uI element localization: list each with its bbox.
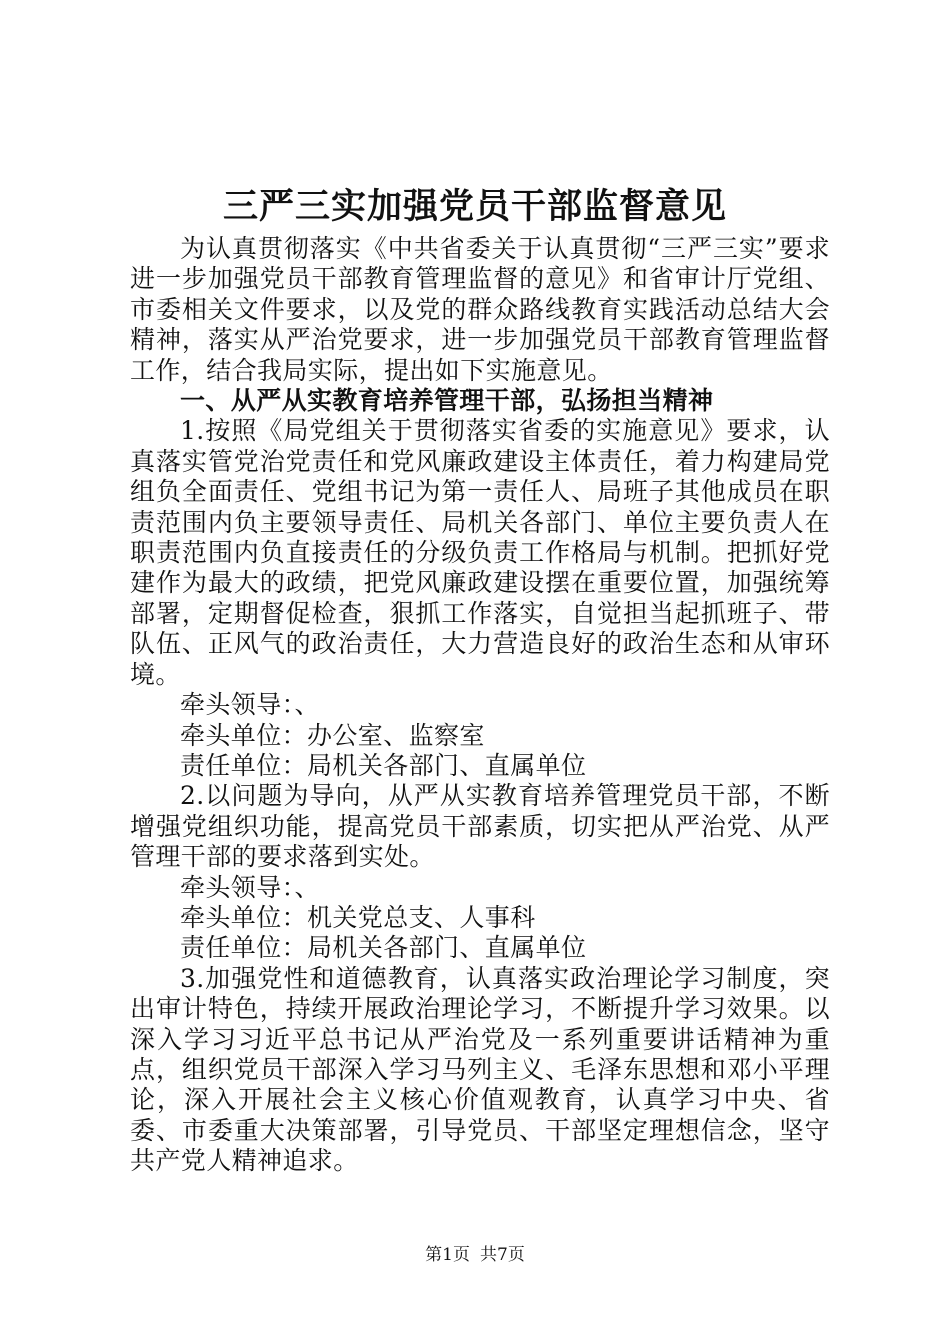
section-heading: 一、从严从实教育培养管理干部，弘扬担当精神: [180, 386, 714, 416]
item-paragraph: 3.加强党性和道德教育，认真落实政治理论学习制度，突出审计特色，持续开展政治理论学习，不断提升学习效果。以深入学习习近平总书记从严治党及一系列重要讲话精神为重点，组织党员干部深入学习马列主义、毛泽东思想和邓小平理论，深入开展社会主义核心价值观教育，认真学习中央、省委、市委重大决策部署，引导党员、干部坚定理想信念，坚守共产党人精神追求。: [130, 963, 830, 1176]
page-number: 第1页: [425, 1245, 470, 1265]
page-footer: [0, 1243, 950, 1267]
responsible-unit-line: 责任单位：局机关各部门、直属单位: [180, 750, 587, 780]
page-total: 共7页: [480, 1245, 525, 1265]
lead-leader-line: 牵头领导：、: [180, 872, 320, 902]
lead-leader-line: 牵头领导：、: [180, 690, 320, 720]
document-title: 三严三实加强党员干部监督意见: [222, 186, 727, 227]
item-paragraph: 1.按照《局党组关于贯彻落实省委的实施意见》要求，认真落实管党治党责任和党风廉政建设主体责任，着力构建局党组负全面责任、党组书记为第一责任人、局班子其他成员在职责范围内负主要领导责任、局机关各部门、单位主要负责人在职责范围内负直接责任的分级负责工作格局与机制。把抓好党建作为最大的政绩，把党风廉政建设摆在重要位置，加强统筹部署，定期督促检查，狠抓工作落实，自觉担当起抓班子、带队伍、正风气的政治责任，大力营造良好的政治生态和从审环境。: [130, 416, 830, 689]
intro-paragraph: 为认真贯彻落实《中共省委关于认真贯彻“三严三实”要求进一步加强党员干部教育管理监督的意见》和省审计厅党组、市委相关文件要求，以及党的群众路线教育实践活动总结大会精神，落实从严治党要求，进一步加强党员干部教育管理监督工作，结合我局实际，提出如下实施意见。: [130, 234, 830, 385]
responsible-unit-line: 责任单位：局机关各部门、直属单位: [180, 933, 587, 963]
lead-unit-line: 牵头单位：办公室、监察室: [180, 720, 485, 750]
document-body: [130, 234, 830, 1177]
item-paragraph: 2.以问题为导向，从严从实教育培养管理党员干部，不断增强党组织功能，提高党员干部素质，切实把从严治党、从严管理干部的要求落到实处。: [130, 781, 830, 872]
lead-unit-line: 牵头单位：机关党总支、人事科: [180, 902, 536, 932]
